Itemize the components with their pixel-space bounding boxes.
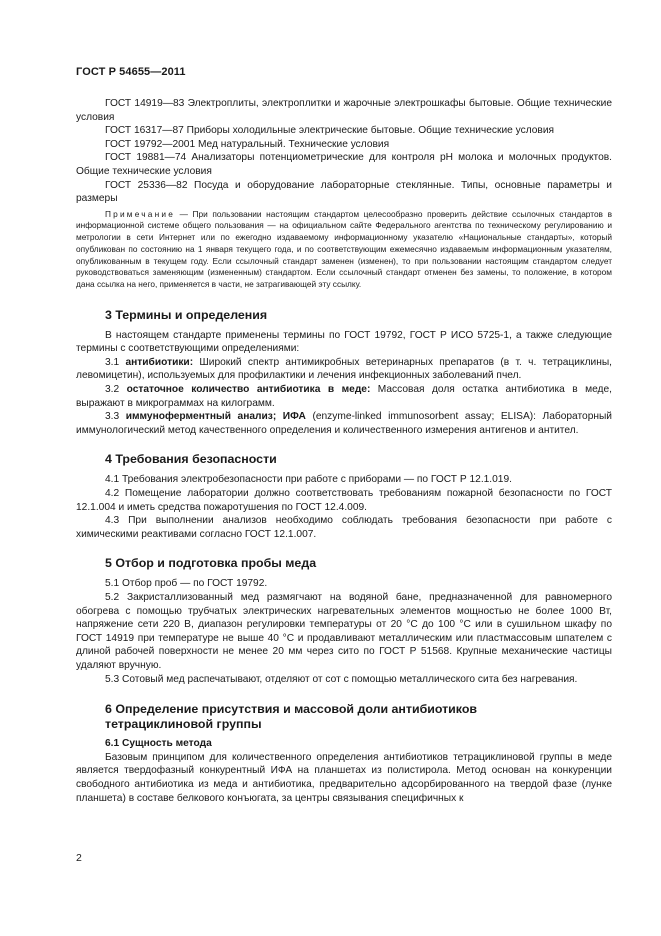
note-label: Примечание xyxy=(105,208,176,219)
page-content xyxy=(76,97,612,805)
term-3-3: 3.3 иммуноферментный анализ; ИФА (enzyme-linked immunosorbent assay; ELISA): Лабораторный иммунологический метод качественного определения и количественного измерения антигенов и антител. xyxy=(76,411,613,436)
term-definition: Массовая доля остатка антибиотика в меде, выражают в микрограммах на килограмм. xyxy=(76,384,612,409)
paragraph-5-1: 5.1 Отбор проб — по ГОСТ 19792. xyxy=(105,578,268,590)
reference-item: ГОСТ 14919—83 Электроплиты, электроплитки и жарочные электрошкафы бытовые. Общие технические условия xyxy=(76,98,612,123)
section-3-title: 3 Термины и определения xyxy=(105,307,268,322)
paragraph-4-3: 4.3 При выполнении анализов необходимо соблюдать требования безопасности при работе с химическими реактивами согласно ГОСТ 12.1.007. xyxy=(76,515,612,540)
term-definition: Широкий спектр антимикробных ветеринарных препаратов (в т. ч. тетрациклины, левомицетин), используемых для профилактики и лечения инфекционных заболеваний пчел. xyxy=(76,356,612,382)
paragraph-5-3: 5.3 Сотовый мед распечатывают, отделяют от сот с помощью металлического сита без нагревания. xyxy=(105,673,578,685)
section-6-title: 6 Определение присутствия и массовой доли антибиотиков тетрациклиновой группы xyxy=(105,702,478,732)
subsection-6-1-title: 6.1 Сущность метода xyxy=(105,738,212,750)
term-name: иммуноферментный анализ; ИФА xyxy=(125,411,306,423)
reference-item: ГОСТ 19881—74 Анализаторы потенциометрические для контроля рН молока и молочных продуктов. Общие технические условия xyxy=(76,152,612,177)
page-number: 2 xyxy=(76,852,82,864)
paragraph-4-2: 4.2 Помещение лаборатории должно соответствовать требованиям пожарной безопасности по ГОСТ 12.1.004 и иметь средства пожаротушения по ГОСТ 12.4.009. xyxy=(76,488,612,513)
term-name: антибиотики: xyxy=(125,356,194,368)
paragraph-5-2: 5.2 Закристаллизованный мед размягчают на водяной бане, предназначенной для равномерного обогрева с помощью трубчатых электрических нагревательных элементов мощностью не более 1000 Вт, напряжение сети 220 В, диапазон регулировки температуры от 20 °С до 100 °С или в сушильном шкафу по ГОСТ 14919 при температуре не выше 40 °С и продавливают металлическим или пластмассовым шпателем с длиной рабочей поверхности не менее 20 мм через сито по ГОСТ Р 51568. Крупные механические частицы удаляют вручную. xyxy=(76,591,612,671)
reference-note xyxy=(76,209,612,291)
reference-item: ГОСТ 16317—87 Приборы холодильные электрические бытовые. Общие технические условия xyxy=(105,125,555,137)
term-3-2: 3.2 остаточное количество антибиотика в меде: Массовая доля остатка антибиотика в меде, выражают в микрограммах на килограмм. xyxy=(76,384,612,409)
note-text: — При пользовании настоящим стандартом целесообразно проверить действие ссылочных стандартов в информационной системе общего пользования — на официальном сайте Федерального агентства по техническому регулированию и метрологии в сети Интернет или по ежегодно издаваемому информационному указателю «Национальные стандарты», который опубликован по состоянию на 1 января текущего года, и по соответствующим ежемесячно издаваемым информационным указателям, опубликованным в текущем году. Если ссылочный стандарт заменен (изменен), то при пользовании настоящим стандартом следует руководствоваться заменяющим (измененным) стандартом. Если ссылочный стандарт отменен без замены, то положение, в котором дана ссылка на него, применяется в части, не затрагивающей эту ссылку. xyxy=(76,208,612,289)
section-4-title: 4 Требования безопасности xyxy=(105,452,277,467)
section-5-title: 5 Отбор и подготовка пробы меда xyxy=(105,556,317,571)
term-3-1: 3.1 антибиотики: Широкий спектр антимикробных ветеринарных препаратов (в т. ч. тетрациклины, левомицетин), используемых для профилактики и лечения инфекционных заболеваний пчел. xyxy=(76,356,612,382)
reference-item: ГОСТ 25336—82 Посуда и оборудование лабораторные стеклянные. Типы, основные параметры и размеры xyxy=(76,179,612,205)
term-name: остаточное количество антибиотика в меде: xyxy=(126,384,371,396)
term-definition: (enzyme-linked immunosorbent assay; ELISA): Лабораторный иммунологический метод качественного определения и количественного измерения антигенов и антител. xyxy=(76,411,613,436)
paragraph-4-1: 4.1 Требования электробезопасности при работе с приборами — по ГОСТ Р 12.1.019. xyxy=(105,474,512,486)
section-3-intro: В настоящем стандарте применены термины по ГОСТ 19792, ГОСТ Р ИСО 5725-1, а также следующие термины с соответствующими определениями: xyxy=(76,329,612,355)
document-header: ГОСТ Р 54655—2011 xyxy=(76,66,186,78)
reference-item: ГОСТ 19792—2001 Мед натуральный. Технические условия xyxy=(105,138,390,150)
paragraph-6-1: Базовым принципом для количественного определения антибиотиков тетрациклиновой группы в меде является твердофазный конкурентный ИФА на планшетах из полистирола. Метод основан на конкуренции свободного антибиотика из меда и антибиотика, предварительно адсорбированного на твердой фазе (лунке планшета) в составе белкового конъюгата, за центры связывания специфичных к xyxy=(76,751,612,804)
